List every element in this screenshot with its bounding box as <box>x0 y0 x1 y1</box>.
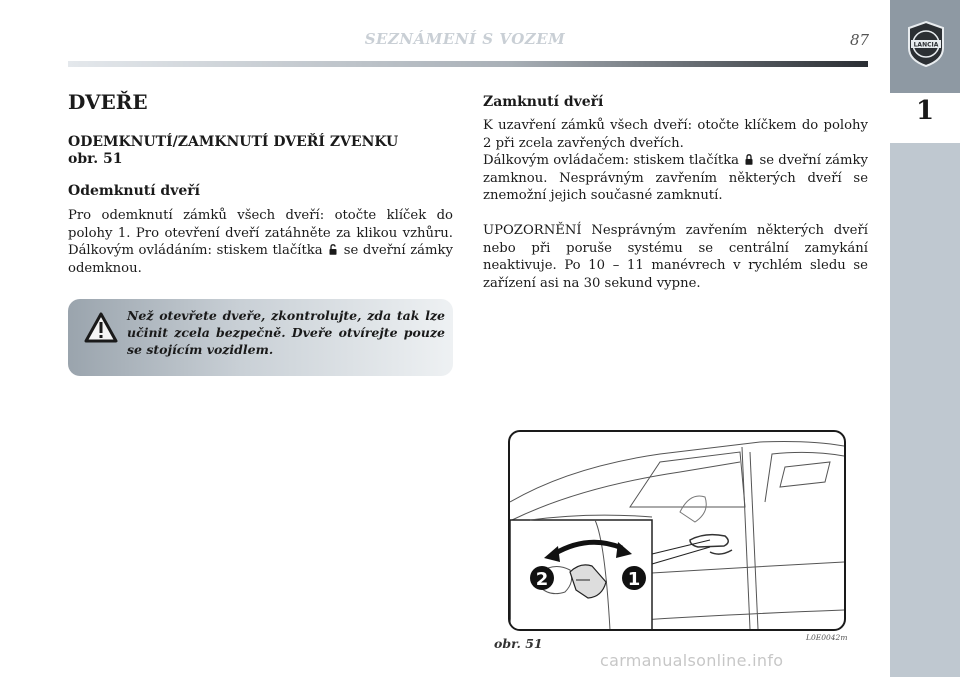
paragraph-lock <box>483 117 868 205</box>
logo-text: LANCIA <box>913 41 939 49</box>
watermark: carmanualsonline.info <box>600 651 784 670</box>
paragraph-unlock-text-b: se dveřní zámky odemknou. <box>68 243 453 276</box>
unlock-icon <box>329 244 337 255</box>
page-title: DVEŘE <box>68 90 148 114</box>
running-header: SEZNÁMENÍ S VOZEM <box>364 30 566 48</box>
chapter-number: 1 <box>915 96 935 126</box>
figure-code: L0E0042m <box>806 633 848 642</box>
paragraph-warning-note: UPOZORNĚNÍ Nesprávným zavřením některých dveří nebo při poruše systému se centrální zamykání neaktivuje. Po 10 – 11 manévrech v rychlém sledu se zařízení asi na 30 sekund vypne. <box>483 223 868 291</box>
section-heading-figref: obr. 51 <box>68 151 123 167</box>
subheading-unlock: Odemknutí dveří <box>68 183 200 199</box>
figure-door-lock <box>508 430 846 631</box>
paragraph-lock-text-a2: Dálkovým ovládačem: stiskem tlačítka <box>483 153 740 168</box>
figure-caption: obr. 51 <box>494 636 543 651</box>
section-heading <box>68 134 398 168</box>
paragraph-lock-text-a1: K uzavření zámků všech dveří: otočte klíčkem do polohy 2 při zcela zavřených dveřích. <box>483 118 868 151</box>
paragraph-unlock <box>68 207 453 277</box>
header-rule <box>68 61 868 67</box>
page-number: 87 <box>850 31 870 49</box>
section-heading-line1: ODEMKNUTÍ/ZAMKNUTÍ DVEŘÍ ZVENKU <box>68 134 399 150</box>
paragraph-unlock-text-a: Pro odemknutí zámků všech dveří: otočte klíček do polohy 1. Pro otevření dveří zatáhněte za klikou vzhůru. Dálkovým ovládáním: stiskem tlačítka <box>68 208 453 258</box>
lock-icon <box>745 154 753 165</box>
figure-label-2: 2 <box>535 569 549 590</box>
paragraph-lock-text-a3: se dveřní zámky zamknou. Nesprávným zavřením některých dveří se znemožní jejich současné zamknutí. <box>483 153 868 203</box>
lancia-logo-icon <box>905 20 947 68</box>
car-door-illustration <box>510 432 844 629</box>
warning-text: Než otevřete dveře, zkontrolujte, zda tak lze učinit zcela bezpečně. Dveře otvírejte pouze se stojícím vozidlem. <box>127 308 445 357</box>
figure-label-1: 1 <box>627 569 641 590</box>
paragraph-lock-line2 <box>483 152 868 205</box>
warning-triangle-icon <box>84 311 118 345</box>
subheading-lock: Zamknutí dveří <box>483 94 604 110</box>
